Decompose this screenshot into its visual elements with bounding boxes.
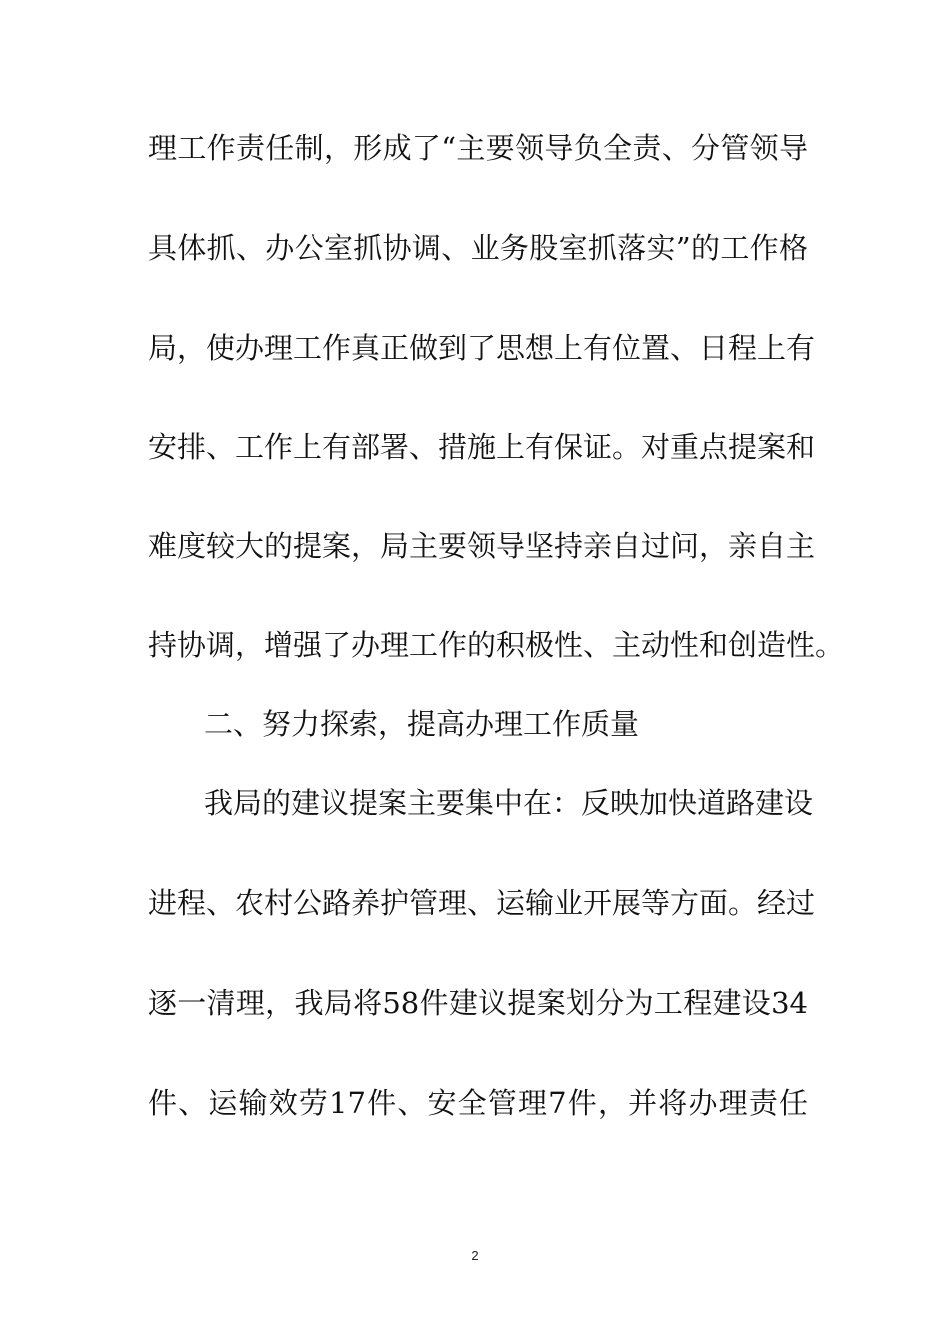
- body-text-line: 件、运输效劳17件、安全管理7件，并将办理责任: [148, 1086, 808, 1120]
- body-text-line: 进程、农村公路养护管理、运输业开展等方面。经过: [148, 886, 816, 920]
- page-number: 2: [471, 1248, 479, 1263]
- body-text-line: 持协调，增强了办理工作的积极性、主动性和创造性。: [148, 628, 845, 662]
- paragraph-first-line: 我局的建议提案主要集中在：反映加快道路建设: [204, 786, 814, 820]
- body-text-line: 具体抓、办公室抓协调、业务股室抓落实”的工作格: [148, 231, 808, 265]
- section-heading: 二、努力探索，提高办理工作质量: [204, 707, 640, 741]
- body-text-line: 逐一清理，我局将58件建议提案划分为工程建设34: [148, 986, 808, 1020]
- body-text-line: 局，使办理工作真正做到了思想上有位置、日程上有: [148, 331, 816, 365]
- body-text-line: 安排、工作上有部署、措施上有保证。对重点提案和: [148, 430, 816, 464]
- body-text-line: 难度较大的提案，局主要领导坚持亲自过问，亲自主: [148, 529, 816, 563]
- body-text-line: 理工作责任制，形成了“主要领导负全责、分管领导: [148, 131, 808, 165]
